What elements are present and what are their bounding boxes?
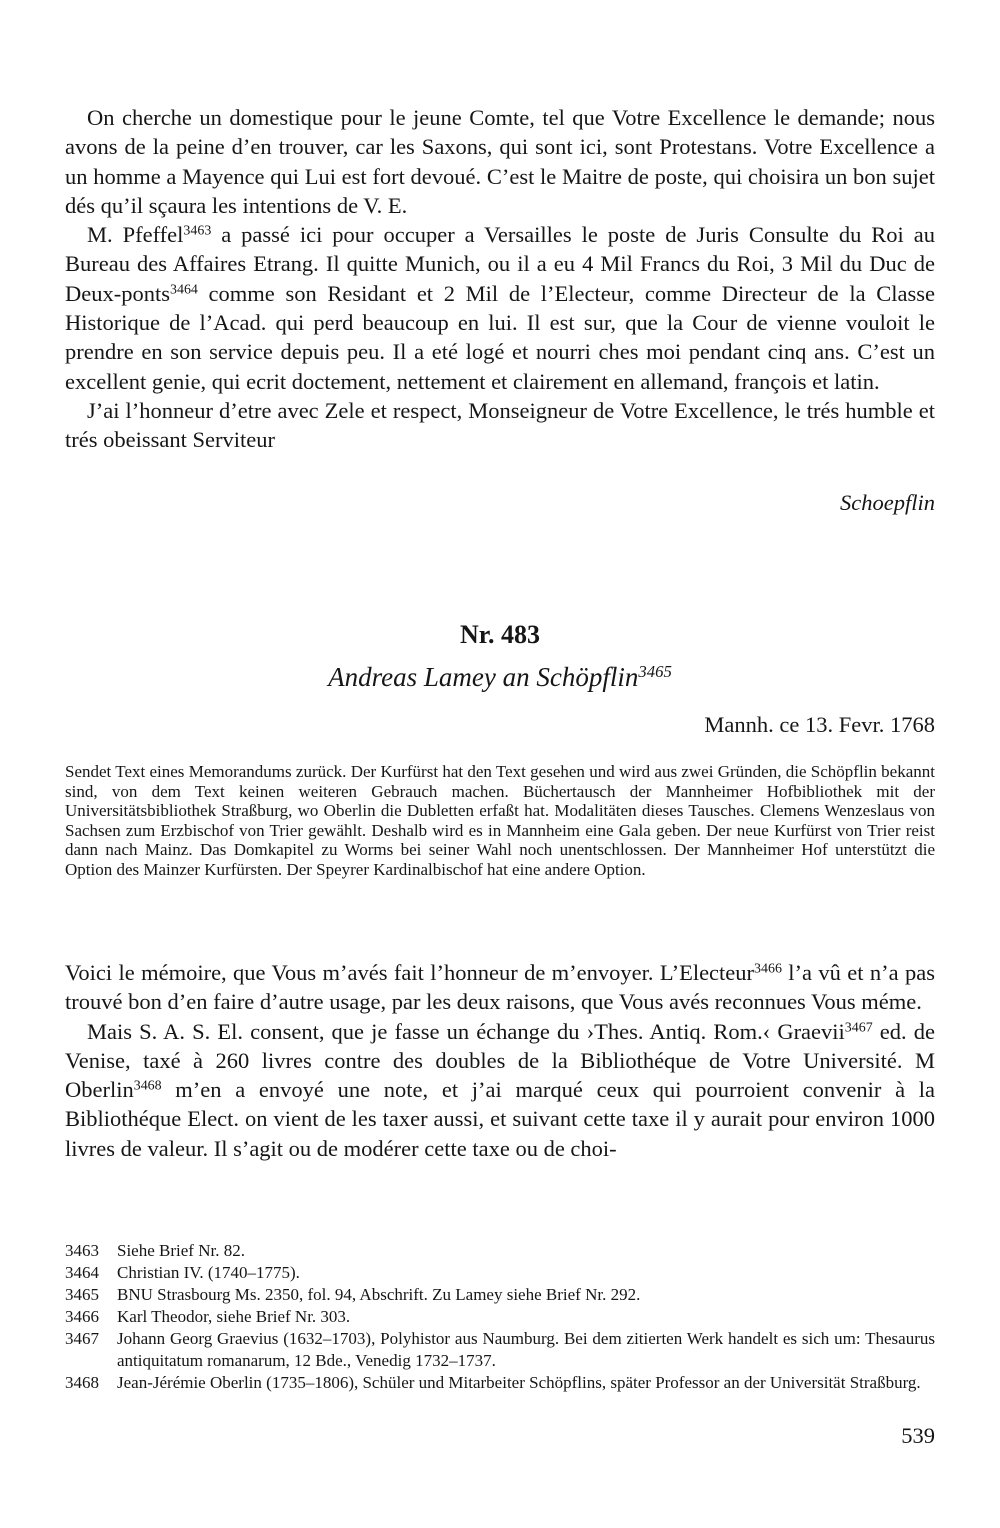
paragraph-text: comme son Residant et 2 Mil de l’Electeur, comme Directeur de la Classe Historique de l’Acad. qui perd beaucoup en lui. Il est sur, que la Cour de vienne vouloit le prendre en son service depuis peu. Il a eté logé et nourri ches moi pendant cinq ans. C’est un excellent genie, qui ecrit doctement, nettement et clairement en allemand, françois et latin. [65, 280, 935, 394]
footnote [65, 1306, 935, 1328]
signature: Schoepflin [840, 490, 935, 515]
paragraph-text: ed. de Venise, taxé à 260 livres contre des doubles de la Bibliothéque de Votre Université. M Oberlin [65, 1018, 935, 1103]
paragraph-text: Mais S. A. S. El. consent, que je fasse un échange du ›Thes. Antiq. Rom.‹ Graevii [87, 1018, 845, 1044]
paragraph-text: l’a vû et n’a pas trouvé bon d’en faire d’autre usage, par les deux raisons, que Vous avés reconnues Vous méme. [65, 960, 935, 1015]
footnote-ref: 3468 [133, 1078, 162, 1094]
footnote [65, 1372, 935, 1394]
paragraph-domestique [65, 103, 935, 220]
paragraph-text: M. Pfeffel [87, 222, 184, 248]
paragraph-text: On cherche un domestique pour le jeune Comte, tel que Votre Excellence le demande; nous avons de la peine d’en trouver, car les Saxons, qui sont ici, sont Protestans. Votre Excellence a un homme a Mayence qui Lui est fort devoué. C’est le Maitre de poste, qui choisira un bon sujet dés qu’il sçaura les intentions de V. E. [65, 105, 935, 218]
footnote-number: 3465 [65, 1285, 99, 1304]
letter-summary: Sendet Text eines Memorandums zurück. Der Kurfürst hat den Text gesehen und wird aus zwei Gründen, die Schöpflin bekannt sind, von dem Text keinen weiteren Gebrauch machen. Büchertausch der Mannheimer Hofbibliothek mit der Universitätsbibliothek Straßburg, wo Oberlin die Dubletten erfaßt hat. Modalitäten dieses Tausches. Clemens Wenzeslaus von Sachsen zum Erzbischof von Trier gewählt. Deshalb wird es in Mannheim eine Gala geben. Der neue Kurfürst von Trier reist dann nach Mainz. Das Domkapitel zu Worms bei seiner Wahl noch unentschlossen. Der Mannheimer Hof unterstützt die Option des Mainzer Kurfürsten. Der Speyrer Kardinalbischof hat eine andere Option. [65, 762, 935, 879]
footnote-number: 3464 [65, 1263, 99, 1282]
footnote-number: 3466 [65, 1307, 99, 1326]
paragraph-closing [65, 396, 935, 455]
footnote-text: Christian IV. (1740–1775). [117, 1263, 300, 1282]
footnote-text: Johann Georg Graevius (1632–1703), Polyhistor aus Naumburg. Bei dem zitierten Werk handelt es sich um: Thesaurus antiquitatum romanarum, 12 Bde., Venedig 1732–1737. [117, 1329, 935, 1370]
letter-title-text: Andreas Lamey an Schöpflin [328, 662, 639, 692]
page-number: 539 [901, 1423, 935, 1448]
footnote-ref: 3467 [844, 1019, 873, 1035]
paragraph-echange [65, 1017, 935, 1163]
letter-body [65, 958, 935, 1163]
footnote-number: 3467 [65, 1329, 99, 1348]
paragraph-memoire [65, 958, 935, 1017]
footnote-ref: 3465 [638, 661, 672, 681]
footnote [65, 1240, 935, 1262]
footnote [65, 1328, 935, 1371]
footnote-ref: 3466 [754, 961, 782, 977]
footnote-text: BNU Strasbourg Ms. 2350, fol. 94, Abschrift. Zu Lamey siehe Brief Nr. 292. [117, 1285, 641, 1304]
footnote-number: 3468 [65, 1372, 99, 1392]
paragraph-pfeffel [65, 220, 935, 396]
footnote-ref: 3463 [183, 223, 212, 239]
footnote-number: 3463 [65, 1241, 99, 1260]
paragraph-text: m’en a envoyé une note, et j’ai marqué ceux qui pourroient convenir à la Bibliothéque Elect. on vient de les taxer aussi, et suivant cette taxe il y aurait pour environ 1000 livres de valeur. Il s’agit ou de modérer cette taxe ou de choi- [65, 1077, 935, 1161]
paragraph-text: Voici le mémoire, que Vous m’avés fait l’honneur de m’envoyer. L’Electeur [65, 960, 755, 985]
footnotes [65, 1240, 935, 1394]
footnote-ref: 3464 [170, 282, 198, 298]
letter-date: Mannh. ce 13. Fevr. 1768 [704, 712, 935, 737]
footnote-text: Jean-Jérémie Oberlin (1735–1806), Schüler und Mitarbeiter Schöpflins, später Professor an der Universität Straßburg. [117, 1372, 921, 1392]
letter-title [65, 662, 935, 693]
letter-closing-text [65, 103, 935, 455]
paragraph-text: a passé ici pour occuper a Versailles le poste de Juris Consulte du Roi au Bureau des Affaires Etrang. Il quitte Munich, ou il a eu 4 Mil Francs du Roi, 3 Mil du Duc de Deux-ponts [65, 222, 935, 306]
footnote-text: Karl Theodor, siehe Brief Nr. 303. [117, 1307, 351, 1326]
letter-number: Nr. 483 [460, 620, 540, 649]
footnote [65, 1262, 935, 1284]
footnote-text: Siehe Brief Nr. 82. [117, 1241, 245, 1260]
footnote [65, 1284, 935, 1306]
paragraph-text: J’ai l’honneur d’etre avec Zele et respect, Monseigneur de Votre Excellence, le trés humble et trés obeissant Serviteur [65, 397, 935, 453]
